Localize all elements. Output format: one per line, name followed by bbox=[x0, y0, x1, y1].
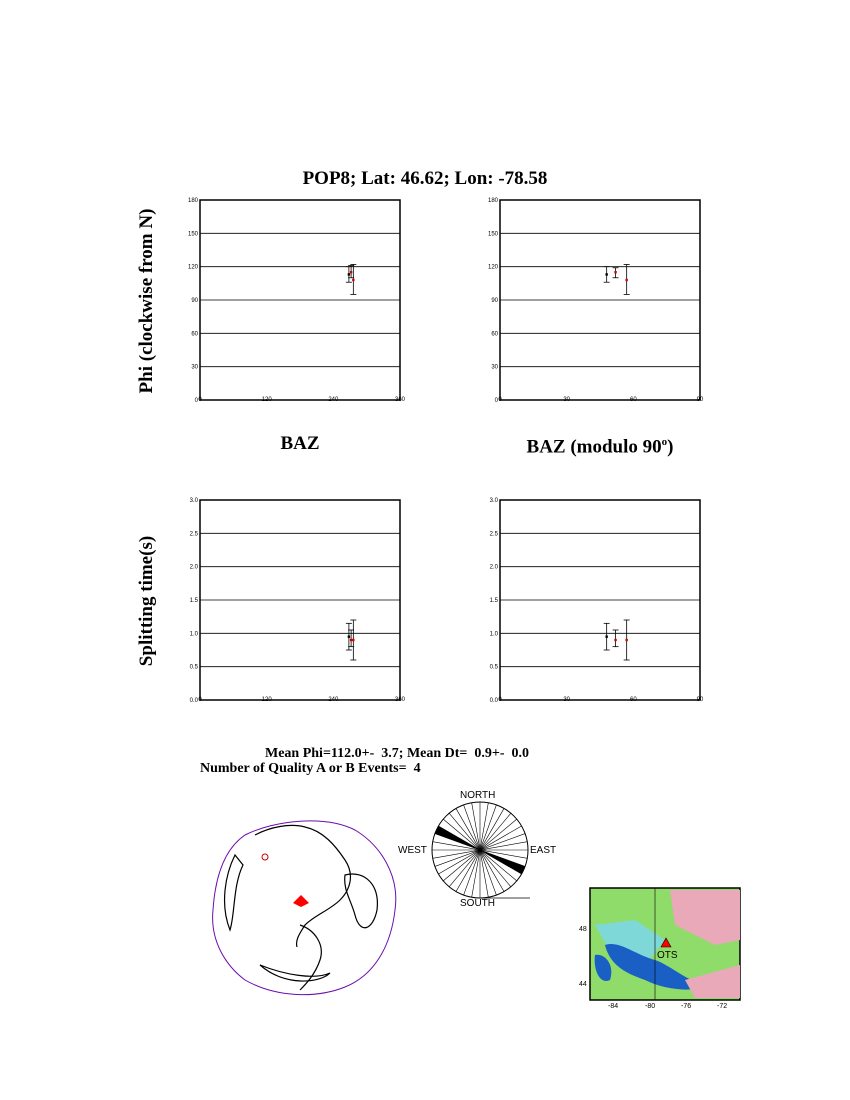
y-tick-label: 1.0 bbox=[489, 631, 498, 638]
y-tick-label: 3.0 bbox=[489, 498, 498, 504]
rose-west-label: WEST bbox=[398, 845, 427, 856]
y-tick-label: 60 bbox=[491, 331, 498, 338]
y-tick-label: 150 bbox=[487, 231, 498, 238]
y-tick-label: 150 bbox=[187, 231, 198, 238]
globe-outline bbox=[213, 821, 396, 995]
x-tick-label: 240 bbox=[328, 397, 339, 403]
y-tick-label: 3.0 bbox=[189, 498, 198, 504]
x-tick-label: 0 bbox=[198, 397, 202, 403]
y-tick-label: 120 bbox=[187, 264, 198, 271]
data-point bbox=[350, 639, 352, 641]
inset-lon-72: -72 bbox=[717, 1003, 728, 1010]
station-marker bbox=[293, 895, 309, 907]
continent-north-america bbox=[255, 825, 350, 947]
rose-diagram bbox=[430, 800, 530, 900]
y-tick-label: 180 bbox=[487, 198, 498, 204]
degree-symbol: o bbox=[661, 436, 668, 448]
y-tick-label: 1.5 bbox=[489, 598, 498, 604]
y-tick-label: 90 bbox=[191, 298, 198, 304]
x-tick-label: 0 bbox=[498, 697, 502, 703]
x-tick-label: 120 bbox=[261, 697, 272, 703]
y-tick-label: 1.0 bbox=[189, 631, 198, 638]
baz-mod-close: ) bbox=[667, 436, 674, 458]
data-point bbox=[625, 639, 627, 641]
x-tick-label: 60 bbox=[629, 697, 637, 703]
y-tick-label: 0.0 bbox=[189, 698, 198, 704]
inset-map bbox=[575, 885, 750, 1015]
data-point bbox=[614, 639, 616, 641]
x-tick-label: 30 bbox=[563, 697, 571, 703]
x-tick-label: 0 bbox=[198, 697, 202, 703]
phi-axis-label: Phi (clockwise from N) bbox=[136, 208, 157, 394]
rose-south-label: SOUTH bbox=[460, 898, 495, 909]
splitting-time-axis-label: Splitting time(s) bbox=[136, 535, 157, 667]
baz-mod-text: BAZ (modulo 90 bbox=[526, 436, 662, 458]
inset-lon-80: -80 bbox=[645, 1003, 656, 1010]
x-tick-label: 240 bbox=[328, 697, 339, 703]
dt-vs-baz-chart bbox=[180, 490, 420, 715]
y-tick-label: 2.5 bbox=[189, 531, 198, 538]
y-tick-label: 30 bbox=[491, 364, 498, 371]
y-tick-label: 0 bbox=[194, 398, 198, 404]
data-point bbox=[614, 271, 616, 273]
page-title: POP8; Lat: 46.62; Lon: -78.58 bbox=[302, 168, 548, 189]
data-point bbox=[625, 279, 627, 281]
x-tick-label: 60 bbox=[629, 397, 637, 403]
x-tick-label: 90 bbox=[696, 697, 704, 703]
baz-mod-axis-label bbox=[480, 436, 720, 458]
x-tick-label: 120 bbox=[261, 397, 272, 403]
continent-bottom bbox=[260, 965, 330, 981]
y-tick-label: 0.5 bbox=[489, 664, 498, 671]
inset-lat-44: 44 bbox=[579, 981, 587, 988]
data-point bbox=[352, 639, 354, 641]
globe-map bbox=[205, 815, 410, 1000]
x-tick-label: 360 bbox=[394, 397, 406, 403]
baz-axis-label: BAZ bbox=[280, 433, 320, 454]
y-tick-label: 2.0 bbox=[489, 564, 498, 571]
data-point bbox=[605, 635, 607, 637]
phi-vs-baz-mod90-chart bbox=[480, 190, 720, 415]
data-point bbox=[350, 271, 352, 273]
rose-east-label: EAST bbox=[530, 845, 557, 856]
data-point bbox=[348, 273, 350, 275]
data-point bbox=[605, 273, 607, 275]
inset-lon-76: -76 bbox=[681, 1003, 692, 1010]
data-point bbox=[352, 279, 354, 281]
y-tick-label: 0.5 bbox=[189, 664, 198, 671]
y-tick-label: 0.0 bbox=[489, 698, 498, 704]
x-tick-label: 360 bbox=[394, 697, 406, 703]
dt-vs-baz-mod90-chart bbox=[480, 490, 720, 715]
x-tick-label: 30 bbox=[563, 397, 571, 403]
continent-left bbox=[225, 855, 243, 930]
y-tick-label: 2.5 bbox=[489, 531, 498, 538]
y-tick-label: 0 bbox=[494, 398, 498, 404]
phi-vs-baz-chart bbox=[180, 190, 420, 415]
inset-lat-48: 48 bbox=[579, 926, 587, 933]
y-tick-label: 2.0 bbox=[189, 564, 198, 571]
y-tick-label: 1.5 bbox=[189, 598, 198, 604]
inset-lon-84: -84 bbox=[608, 1003, 619, 1010]
y-tick-label: 90 bbox=[491, 298, 498, 304]
y-tick-label: 180 bbox=[187, 198, 198, 204]
x-tick-label: 0 bbox=[498, 397, 502, 403]
rose-north-label: NORTH bbox=[460, 790, 496, 801]
inset-station-label: OTS bbox=[657, 950, 678, 961]
mean-stats: Mean Phi=112.0+- 3.7; Mean Dt= 0.9+- 0.0 bbox=[265, 746, 530, 761]
x-tick-label: 90 bbox=[696, 397, 704, 403]
y-tick-label: 120 bbox=[487, 264, 498, 271]
data-point bbox=[348, 635, 350, 637]
event-marker bbox=[262, 854, 268, 860]
event-count: Number of Quality A or B Events= 4 bbox=[200, 761, 421, 776]
y-tick-label: 60 bbox=[191, 331, 198, 338]
y-tick-label: 30 bbox=[191, 364, 198, 371]
